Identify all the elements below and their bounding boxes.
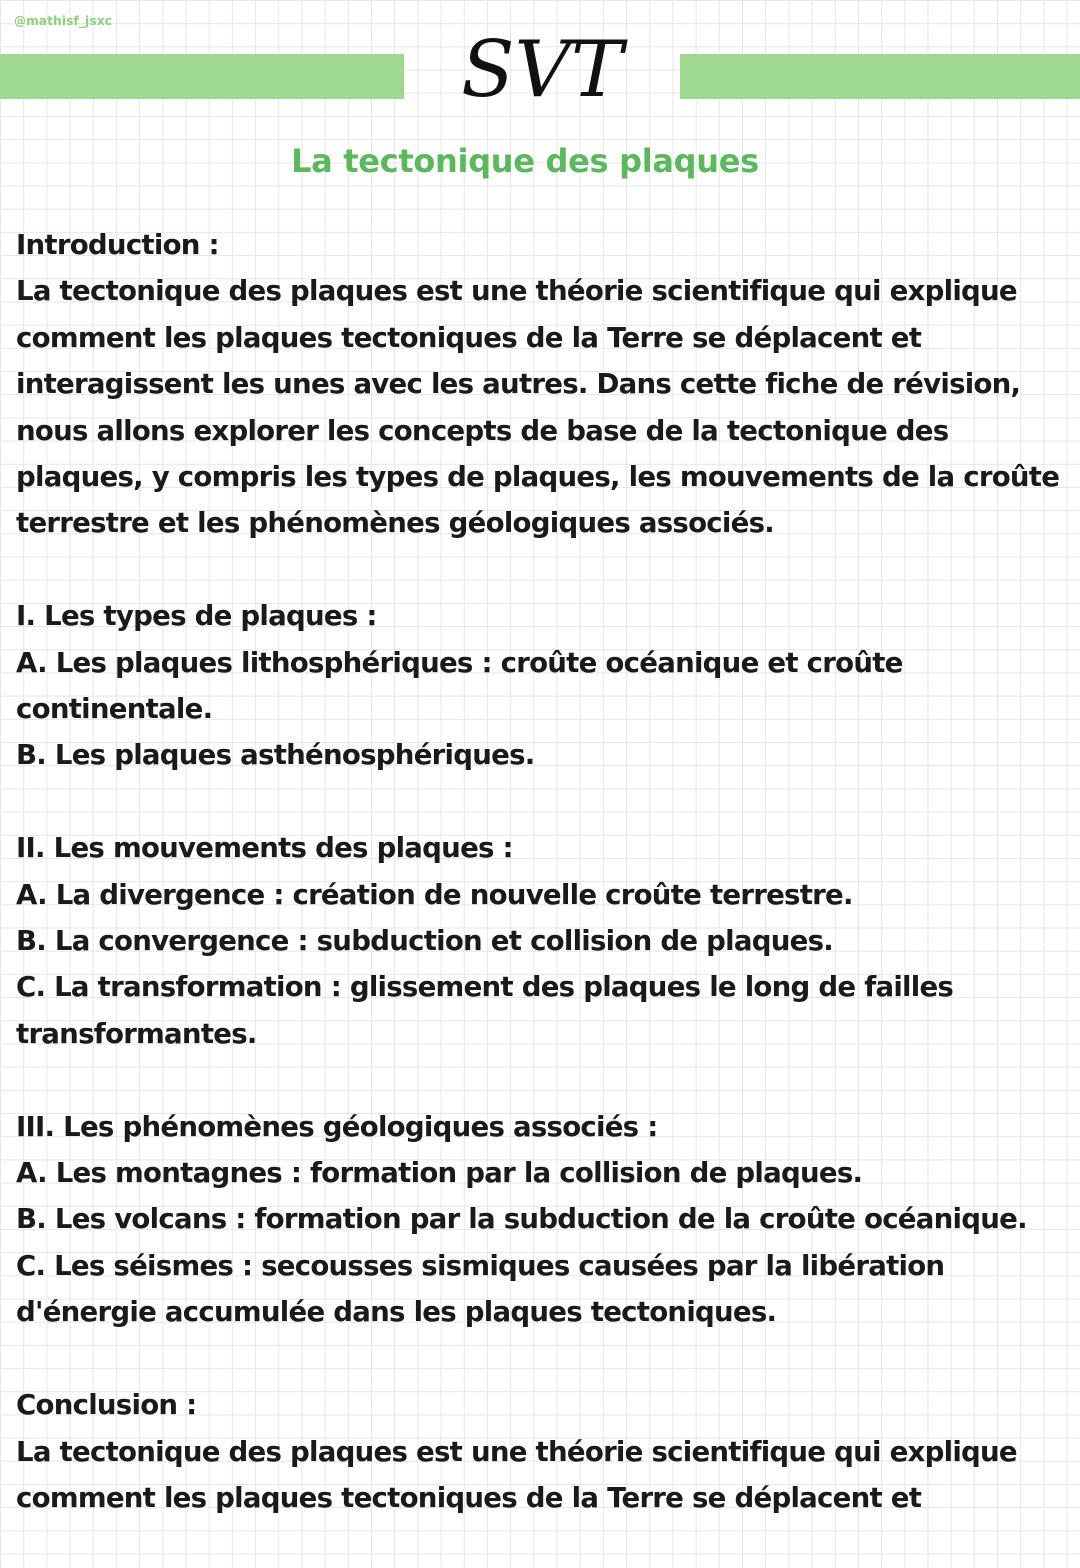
list-item: d'énergie accumulée dans les plaques tectoniques. bbox=[16, 1295, 777, 1329]
list-item: A. La divergence : création de nouvelle croûte terrestre. bbox=[16, 877, 853, 911]
list-item: B. La convergence : subduction et collision de plaques. bbox=[16, 924, 834, 958]
section-heading: II. Les mouvements des plaques : bbox=[16, 831, 513, 865]
plate-movements-section bbox=[16, 825, 1078, 1057]
author-watermark: @mathisf_jsxc bbox=[14, 14, 113, 28]
section-heading: III. Les phénomènes géologiques associés : bbox=[16, 1109, 658, 1143]
list-item: A. Les montagnes : formation par la collision de plaques. bbox=[16, 1156, 863, 1190]
list-item: A. Les plaques lithosphériques : croûte océanique et croûte bbox=[16, 645, 903, 679]
geological-phenomena-section bbox=[16, 1104, 1078, 1336]
paragraph-line: nous allons explorer les concepts de base de la tectonique des bbox=[16, 413, 949, 447]
list-item: transformantes. bbox=[16, 1016, 257, 1050]
paragraph-line: comment les plaques tectoniques de la Terre se déplacent et bbox=[16, 1480, 922, 1514]
paragraph-line: La tectonique des plaques est une théorie scientifique qui explique bbox=[16, 1434, 1017, 1468]
subject-title: SVT bbox=[461, 25, 623, 115]
paragraph-line: terrestre et les phénomènes géologiques associés. bbox=[16, 506, 774, 540]
paragraph-line: La tectonique des plaques est une théorie scientifique qui explique bbox=[16, 274, 1017, 308]
section-heading: I. Les types de plaques : bbox=[16, 599, 377, 633]
header-band-left bbox=[0, 54, 404, 99]
paragraph-line: interagissent les unes avec les autres. Dans cette fiche de révision, bbox=[16, 367, 1021, 401]
list-item: B. Les plaques asthénosphériques. bbox=[16, 738, 535, 772]
list-item: C. La transformation : glissement des plaques le long de failles bbox=[16, 970, 954, 1004]
paragraph-line: comment les plaques tectoniques de la Terre se déplacent et bbox=[16, 320, 922, 354]
document-body bbox=[16, 222, 1078, 1568]
chapter-title: La tectonique des plaques bbox=[291, 142, 759, 180]
header-band-right bbox=[680, 54, 1080, 99]
list-item: continentale. bbox=[16, 692, 213, 726]
list-item: C. Les séismes : secousses sismiques causées par la libération bbox=[16, 1248, 945, 1282]
paragraph-line: plaques, y compris les types de plaques, les mouvements de la croûte bbox=[16, 460, 1060, 494]
plate-types-section bbox=[16, 593, 1078, 779]
conclusion-section bbox=[16, 1382, 1078, 1521]
section-heading: Introduction : bbox=[16, 228, 219, 261]
section-heading: Conclusion : bbox=[16, 1388, 197, 1422]
list-item: B. Les volcans : formation par la subduction de la croûte océanique. bbox=[16, 1202, 1027, 1236]
introduction-section bbox=[16, 222, 1078, 547]
